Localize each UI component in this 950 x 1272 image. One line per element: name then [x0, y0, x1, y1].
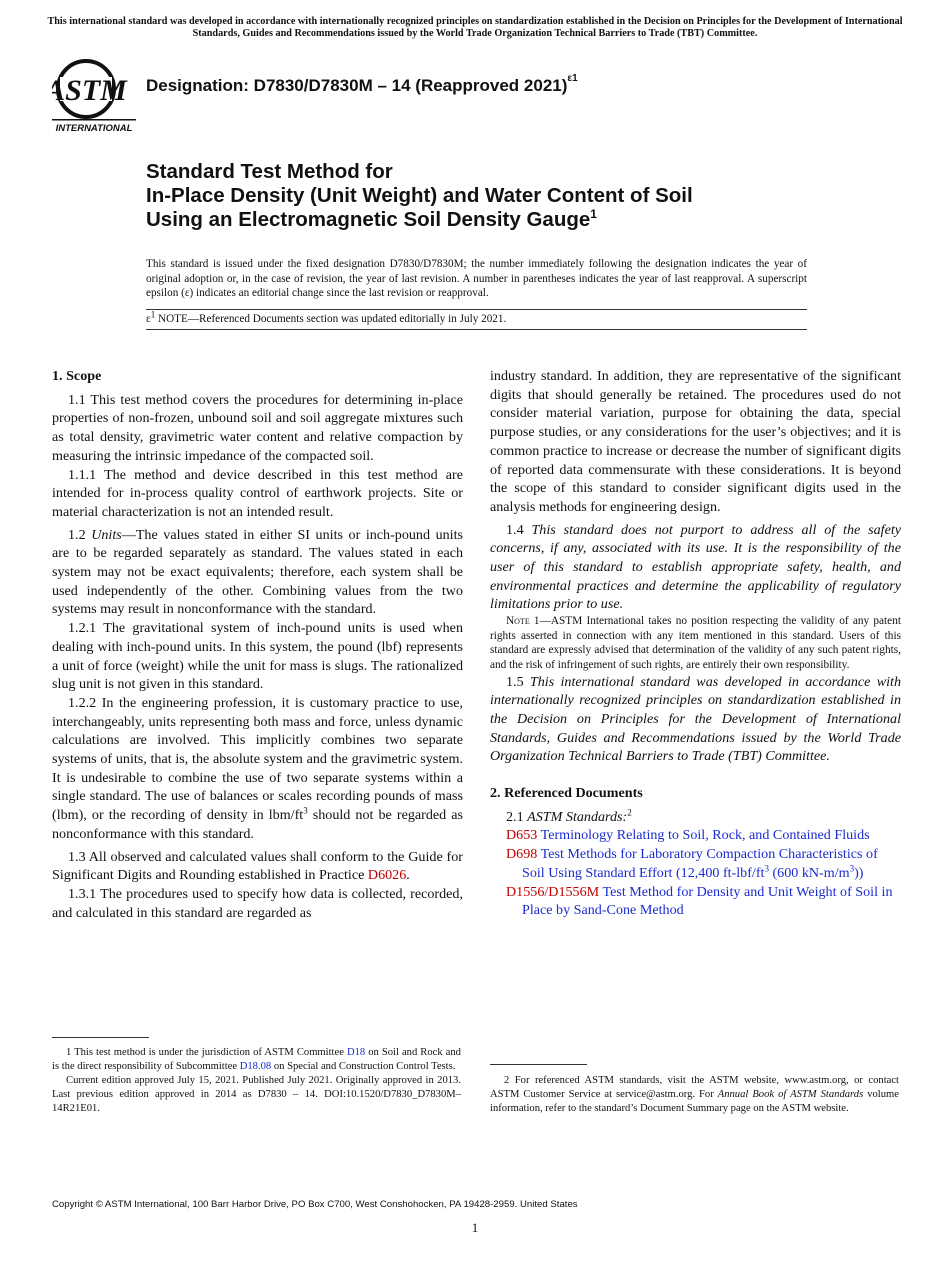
epsilon-mark: 1 [150, 309, 156, 320]
reference-title: (600 kN-m/m [768, 864, 850, 881]
units-label: Units [91, 526, 122, 543]
footnote-text: 1 This test method is under the jurisdiction of ASTM Committee [66, 1047, 347, 1058]
reference-item [490, 883, 901, 920]
section-heading-referenced-documents: 2. Referenced Documents [490, 785, 643, 802]
paragraph-1-3 [52, 848, 463, 885]
paragraph-text: This international standard was developed in accordance with internationally recognized principles on standardization established in the Decision on Principles for the Development of International Standards, Guides and Recommendations issued by the World Trade Organization Technical Barriers to Trade (TBT) Committee. [490, 673, 901, 765]
paragraph-1-1: 1.1 This test method covers the procedures for determining in-place properties of non-frozen, unbound soil and soil aggregate mixtures such as total density, gravimetric water content and relative compaction by measuring the intrinsic impedance of the compacted soil. [52, 391, 463, 464]
link-d1556[interactable]: D1556/D1556M [506, 883, 600, 900]
footnote-text: volume information, refer to the standard’s Document Summary page on the ASTM website. [490, 1089, 899, 1114]
footnote-italic: Annual Book of ASTM Standards [717, 1089, 864, 1100]
note-1 [490, 614, 901, 672]
paragraph-text: This standard does not purport to address all of the safety concerns, if any, associated with its use. It is the responsibility of the user of this standard to establish appropriate safety, health, and environmental practices and determine the applicability of regulatory limitations prior to use. [490, 521, 901, 613]
top-notice: This international standard was developed in accordance with internationally recognized principles on standardization established in the Decision on Principles for the Development of International Standards, Guides and Recommendations issued by the World Trade Organization Technical Barriers to Trade (TBT) Committee. [47, 16, 903, 39]
epsilon-note-text: NOTE—Referenced Documents section was updated editorially in July 2021. [155, 313, 507, 325]
link-d6026[interactable]: D6026 [367, 867, 407, 884]
paragraph-number: 2.1 [506, 808, 528, 825]
reference-title: Test Methods for Laboratory Compaction Characteristics of Soil Using Standard Effort (12,400 ft-lbf/ft [522, 846, 878, 881]
paragraph-number: 1.4 [506, 521, 532, 538]
footnote-2 [490, 1074, 899, 1116]
logo-text: ASTM [52, 74, 127, 107]
paragraph-number: 1.2 [68, 526, 92, 543]
document-title [146, 160, 846, 232]
footnote-mark: 2 [627, 807, 632, 818]
superscript: 3 [764, 863, 769, 874]
title-line-1: Standard Test Method for [146, 160, 393, 183]
designation-text: Designation: D7830/D7830M – 14 (Reapproved 2021) [146, 76, 568, 95]
title-line-3-text: Using an Electromagnetic Soil Density Gauge [146, 208, 591, 231]
astm-logo-icon [52, 55, 136, 135]
paragraph-1-1-1: 1.1.1 The method and device described in this test method are intended for in-process quality control of earthwork projects. Site or material characterization is not an intended result. [52, 466, 463, 520]
superscript: 3 [303, 805, 308, 816]
superscript: 3 [849, 863, 855, 874]
paragraph-1-2-1: 1.2.1 The gravitational system of inch-pound units is used when dealing with inch-pound units. In this system, the pound (lbf) represents a unit of force (weight) while the unit for mass is slugs. The rationalized slug unit is not given in this standard. [52, 620, 463, 693]
epsilon-symbol: ε [146, 313, 151, 325]
paragraph-text: should not be regarded as nonconformance with this standard. [52, 807, 463, 842]
footnote-text: 2 For referenced ASTM standards, visit the ASTM website, www.astm.org, or contact ASTM Customer Service at service@astm.org. For [490, 1075, 899, 1100]
divider [146, 329, 807, 330]
paragraph-text: . [406, 867, 410, 884]
link-d18-08[interactable]: D18.08 [239, 1061, 272, 1072]
paragraph-text: 1.3 All observed and calculated values shall conform to the Guide for Significant Digits and Rounding established in Practice [52, 848, 463, 884]
note-label: Note 1 [506, 615, 540, 628]
footnote-text: on Special and Construction Control Tests. [271, 1061, 456, 1072]
designation-epsilon: ε1 [567, 73, 578, 85]
title-line-2: In-Place Density (Unit Weight) and Water Content of Soil [146, 184, 693, 207]
link-d653-title[interactable]: Terminology Relating to Soil, Rock, and Contained Fluids [537, 827, 870, 844]
astm-standards-label: ASTM Standards: [527, 808, 628, 825]
link-d653[interactable]: D653 [506, 827, 538, 844]
right-column [490, 367, 901, 920]
paragraph-1-4 [490, 521, 901, 615]
title-footnote-mark: 1 [590, 207, 597, 222]
section-heading-scope: 1. Scope [52, 368, 102, 384]
reference-title: )) [854, 864, 864, 881]
paragraph-1-3-1-continued: industry standard. In addition, they are representative of the significant digits that should generally be retained. The procedures used do not consider material variation, purpose for obtaining the data, special purpose studies, or any considerations for the user’s objectives; and it is common practice to increase or decrease the number of significant digits of reported data commensurate with these considerations. It is beyond the scope of this standard to consider significant digits used in the analysis methods for engineering design. [490, 368, 901, 515]
note-text: —ASTM International takes no position respecting the validity of any patent rights asserted in connection with any item mentioned in this standard. Users of this standard are expressly advised that determination of the validity of any such patent rights, and the risk of infringement of such rights, are entirely their own responsibility. [490, 615, 901, 671]
designation [146, 73, 578, 96]
footnotes-right [490, 1074, 899, 1116]
reference-item [490, 845, 901, 882]
paragraph-1-2-2 [52, 694, 463, 844]
paragraph-1-2 [52, 526, 463, 620]
link-d698-title[interactable] [522, 846, 878, 881]
divider [146, 309, 807, 310]
link-d1556-title[interactable]: Test Method for Density and Unit Weight of Soil in Place by Sand-Cone Method [522, 883, 893, 919]
link-d18[interactable]: D18 [346, 1047, 366, 1058]
paragraph-text: 1.2.2 In the engineering profession, it is customary practice to use, interchangeably, units representing both mass and force, unless dynamic calculations are involved. This implicitly combines two separate systems of units, that is, the absolute system and the gravimetric system. It is undesirable to combine the use of two separate systems within a single standard. The use of balances or scales recording pounds of mass (lbm), or the recording of density in lbm/ft [52, 694, 463, 824]
paragraph-1-3-1: 1.3.1 The procedures used to specify how data is collected, recorded, and calculated in this standard are regarded as [52, 885, 463, 921]
copyright: Copyright © ASTM International, 100 Barr Harbor Drive, PO Box C700, West Conshohocken, PA 19428-2959. United States [52, 1199, 578, 1210]
paragraph-number: 1.5 [506, 673, 530, 690]
footnote-divider [52, 1037, 149, 1038]
astm-international-logo [52, 55, 136, 135]
reference-item [490, 826, 901, 845]
title-line-3 [146, 208, 846, 232]
paragraph-text: —The values stated in either SI units or inch-pound units are to be regarded separately as standard. The values stated in each system may not be exact equivalents; therefore, each system shall be used independently of the other. Combining values from the two systems may result in nonconformance with the standard. [52, 526, 463, 618]
link-d698[interactable]: D698 [506, 846, 538, 863]
footnote-edition: Current edition approved July 15, 2021. Published July 2021. Originally approved in 2013. Last previous edition approved in 2014 as D7830 – 14. DOI:10.1520/D7830_D7830M–14R21E01. [52, 1075, 461, 1114]
footnote-divider [490, 1064, 587, 1065]
epsilon-note [146, 309, 507, 325]
paragraph-1-5 [490, 673, 901, 767]
left-column [52, 367, 463, 922]
issue-note: This standard is issued under the fixed designation D7830/D7830M; the number immediately following the designation indicates the year of original adoption or, in the case of revision, the year of last revision. A number in parentheses indicates the year of last reapproval. A superscript epsilon (ε) indicates an editorial change since the last revision or reapproval. [146, 258, 807, 299]
logo-subtext: INTERNATIONAL [55, 123, 133, 134]
paragraph-2-1 [490, 808, 901, 827]
footnote-text: on Soil and Rock and is the direct responsibility of Subcommittee [52, 1047, 461, 1072]
footnotes-left [52, 1046, 461, 1116]
footnote-1 [52, 1046, 461, 1074]
page-number: 1 [471, 1220, 479, 1235]
